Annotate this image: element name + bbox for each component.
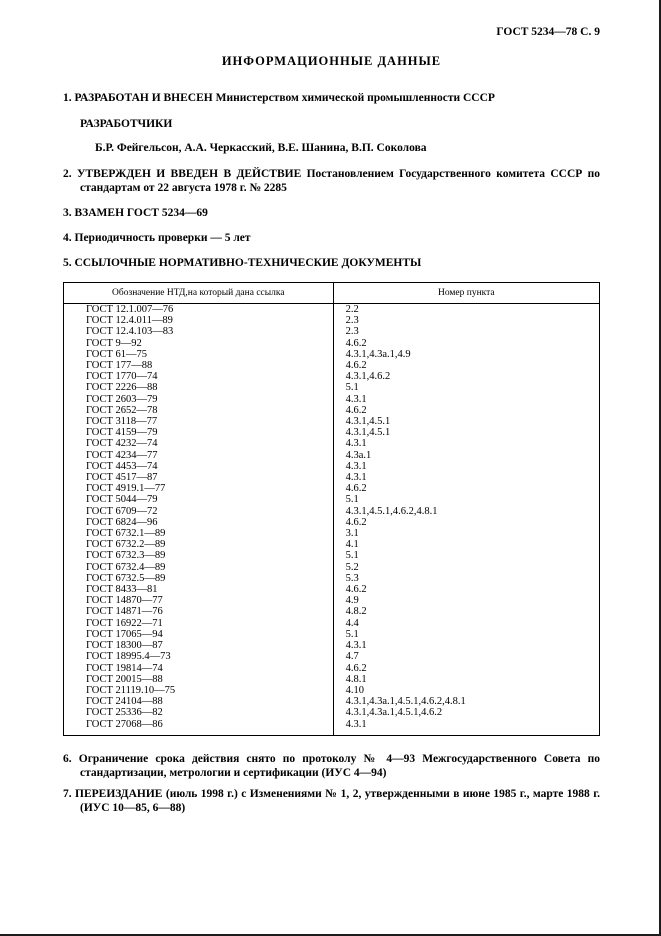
ntd-designation-cell: ГОСТ 6732.5—89 <box>64 573 334 584</box>
punkt-number-cell: 4.6.2 <box>345 404 367 416</box>
punkt-number-cell: 4.10 <box>345 684 364 696</box>
item-2-number: 2. <box>63 168 72 180</box>
punkt-number-cell: 4.3.1 <box>345 472 367 484</box>
reference-table-header <box>64 283 600 304</box>
table-row <box>64 651 600 662</box>
punkt-number-cell: 5.1 <box>345 550 359 562</box>
table-row <box>64 338 600 349</box>
ntd-designation-cell: ГОСТ 8433—81 <box>64 584 334 595</box>
punkt-number-cell: 4.3.1 <box>345 393 367 405</box>
table-row <box>64 315 600 326</box>
ntd-designation-cell: ГОСТ 20015—88 <box>64 674 334 685</box>
ntd-designation-cell: ГОСТ 4453—74 <box>64 461 334 472</box>
table-row <box>64 584 600 595</box>
punkt-number-cell: 4.9 <box>345 595 359 607</box>
item-7-number: 7. <box>63 787 72 800</box>
ntd-designation-cell: ГОСТ 6824—96 <box>64 517 334 528</box>
ntd-designation-cell: ГОСТ 14870—77 <box>64 595 334 606</box>
ntd-designation-cell: ГОСТ 12.4.103—83 <box>64 326 334 337</box>
table-row <box>64 394 600 405</box>
ntd-designation-cell: ГОСТ 18995.4—73 <box>64 651 334 662</box>
table-col2-header: Номер пункта <box>333 283 599 304</box>
ntd-designation-cell: ГОСТ 3118—77 <box>64 416 334 427</box>
item-3-number: 3. <box>63 207 72 219</box>
punkt-number-cell: 5.2 <box>345 561 359 573</box>
item-4-number: 4. <box>63 232 72 244</box>
punkt-number-cell: 4.7 <box>345 651 359 663</box>
table-row <box>64 595 600 606</box>
table-row <box>64 472 600 483</box>
table-row <box>64 371 600 382</box>
punkt-number-cell: 4.6.2 <box>345 584 367 596</box>
punkt-number-cell: 4.6.2 <box>345 516 367 528</box>
ntd-designation-cell: ГОСТ 5044—79 <box>64 494 334 505</box>
table-row <box>64 461 600 472</box>
ntd-designation-cell: ГОСТ 12.4.011—89 <box>64 315 334 326</box>
table-row <box>64 663 600 674</box>
item-3-text: ВЗАМЕН ГОСТ 5234—69 <box>74 207 208 219</box>
ntd-designation-cell: ГОСТ 21119.10—75 <box>64 685 334 696</box>
reference-table <box>63 282 600 736</box>
item-4-text: Периодичность проверки — 5 лет <box>74 232 251 244</box>
ntd-designation-cell: ГОСТ 4517—87 <box>64 472 334 483</box>
table-col1-header: Обозначение НТД,на который дана ссылка <box>64 283 334 304</box>
punkt-number-cell: 4.3.1,4.5.1,4.6.2,4.8.1 <box>345 505 438 517</box>
punkt-number-cell: 4.3.1 <box>345 460 367 472</box>
item-6-number: 6. <box>63 752 72 765</box>
item-7 <box>63 787 600 815</box>
item-5-text: ССЫЛОЧНЫЕ НОРМАТИВНО-ТЕХНИЧЕСКИЕ ДОКУМЕНТЫ <box>74 257 422 269</box>
table-row <box>64 539 600 550</box>
punkt-number-cell: 4.6.2 <box>345 360 367 372</box>
page-title: ИНФОРМАЦИОННЫЕ ДАННЫЕ <box>221 54 442 68</box>
table-row <box>64 696 600 707</box>
ntd-designation-cell: ГОСТ 2603—79 <box>64 394 334 405</box>
item-2-text: УТВЕРЖДЕН И ВВЕДЕН В ДЕЙСТВИЕ Постановлением Государственного комитета СССР по стандартам от 22 августа 1978 г. № 2285 <box>76 168 600 194</box>
punkt-number-cell: 5.1 <box>345 628 359 640</box>
ntd-designation-cell: ГОСТ 177—88 <box>64 360 334 371</box>
ntd-designation-cell: ГОСТ 14871—76 <box>64 606 334 617</box>
punkt-number-cell: 3.1 <box>345 528 359 540</box>
ntd-designation-cell: ГОСТ 4232—74 <box>64 438 334 449</box>
punkt-number-cell: 4.6.2 <box>345 662 367 674</box>
table-row <box>64 517 600 528</box>
ntd-designation-cell: ГОСТ 4159—79 <box>64 427 334 438</box>
punkt-number-cell: 4.1 <box>345 539 359 551</box>
table-row <box>64 618 600 629</box>
punkt-number-cell: 4.3.1 <box>345 438 367 450</box>
table-row <box>64 528 600 539</box>
ntd-designation-cell: ГОСТ 25336—82 <box>64 707 334 718</box>
ntd-designation-cell: ГОСТ 9—92 <box>64 338 334 349</box>
ntd-designation-cell: ГОСТ 4919.1—77 <box>64 483 334 494</box>
punkt-number-cell: 4.3.1,4.6.2 <box>345 371 391 383</box>
ntd-designation-cell: ГОСТ 2652—78 <box>64 405 334 416</box>
table-row <box>64 416 600 427</box>
table-row <box>64 326 600 337</box>
table-row <box>64 349 600 360</box>
ntd-designation-cell: ГОСТ 6732.4—89 <box>64 562 334 573</box>
table-row <box>64 550 600 561</box>
punkt-number-cell: 5.1 <box>345 494 359 506</box>
table-row <box>64 438 600 449</box>
ntd-designation-cell: ГОСТ 6732.3—89 <box>64 550 334 561</box>
ntd-designation-cell: ГОСТ 18300—87 <box>64 640 334 651</box>
item-1-text: РАЗРАБОТАН И ВНЕСЕН Министерством химической промышленности СССР <box>74 92 495 104</box>
ntd-designation-cell: ГОСТ 19814—74 <box>64 663 334 674</box>
punkt-number-cell: 4.3.1 <box>345 718 367 730</box>
ntd-designation-cell: ГОСТ 6732.2—89 <box>64 539 334 550</box>
punkt-number-cell: 4.4 <box>345 617 359 629</box>
item-6 <box>63 752 600 780</box>
ntd-designation-cell: ГОСТ 27068—86 <box>64 719 334 736</box>
table-row <box>64 483 600 494</box>
punkt-number-cell: 4.3а.1 <box>345 449 372 461</box>
table-row <box>64 494 600 505</box>
table-row <box>64 707 600 718</box>
punkt-number-cell: 2.2 <box>345 304 359 315</box>
developers-names: Б.Р. Фейгельсон, А.А. Черкасский, В.Е. Шанина, В.П. Соколова <box>95 142 427 154</box>
punkt-number-cell: 4.6.2 <box>345 483 367 495</box>
punkt-number-cell: 4.3.1,4.5.1 <box>345 427 391 439</box>
developers-heading: РАЗРАБОТЧИКИ <box>80 118 173 130</box>
item-3 <box>63 206 600 220</box>
punkt-number-cell: 4.3.1,4.3а.1,4.9 <box>345 348 411 360</box>
ntd-designation-cell: ГОСТ 17065—94 <box>64 629 334 640</box>
table-row <box>64 629 600 640</box>
punkt-number-cell: 4.8.1 <box>345 673 367 685</box>
item-1 <box>63 91 600 105</box>
item-2 <box>63 167 600 195</box>
punkt-number-cell: 4.3.1,4.3а.1,4.5.1,4.6.2 <box>345 707 443 719</box>
table-row <box>64 719 600 736</box>
item-1-number: 1. <box>63 92 72 104</box>
table-row <box>64 685 600 696</box>
doc-reference: ГОСТ 5234—78 С. 9 <box>496 26 600 38</box>
item-7-text: ПЕРЕИЗДАНИЕ (июль 1998 г.) с Изменениями № 1, 2, утвержденными в июне 1985 г., марте 1988 г. (ИУС 10—85, 6—88) <box>75 787 601 814</box>
table-row <box>64 573 600 584</box>
table-row <box>64 562 600 573</box>
table-row <box>64 382 600 393</box>
ntd-designation-cell: ГОСТ 16922—71 <box>64 618 334 629</box>
table-row <box>64 360 600 371</box>
punkt-number-cell: 4.6.2 <box>345 337 367 349</box>
ntd-designation-cell: ГОСТ 12.1.007—76 <box>64 304 334 316</box>
item-6-text: Ограничение срока действия снято по протоколу № 4—93 Межгосударственного Совета по стандартизации, метрологии и сертификации (ИУС 4—94) <box>78 752 601 779</box>
table-row <box>64 405 600 416</box>
ntd-designation-cell: ГОСТ 1770—74 <box>64 371 334 382</box>
punkt-number-cell: 2.3 <box>345 326 359 338</box>
item-5-number: 5. <box>63 257 72 269</box>
punkt-number-cell: 5.3 <box>345 572 359 584</box>
item-5 <box>63 256 600 270</box>
table-row <box>64 427 600 438</box>
ntd-designation-cell: ГОСТ 6709—72 <box>64 506 334 517</box>
punkt-number-cell: 4.8.2 <box>345 606 367 618</box>
table-row <box>64 640 600 651</box>
punkt-number-cell: 2.3 <box>345 315 359 327</box>
ntd-designation-cell: ГОСТ 2226—88 <box>64 382 334 393</box>
ntd-designation-cell: ГОСТ 6732.1—89 <box>64 528 334 539</box>
table-row <box>64 450 600 461</box>
table-row <box>64 674 600 685</box>
punkt-number-cell: 4.3.1 <box>345 640 367 652</box>
reference-table-body <box>64 304 600 736</box>
table-row <box>64 304 600 316</box>
ntd-designation-cell: ГОСТ 4234—77 <box>64 450 334 461</box>
ntd-designation-cell: ГОСТ 61—75 <box>64 349 334 360</box>
punkt-number-cell: 5.1 <box>345 382 359 394</box>
item-4 <box>63 231 600 245</box>
table-row <box>64 506 600 517</box>
punkt-number-cell: 4.3.1,4.5.1 <box>345 416 391 428</box>
punkt-number-cell: 4.3.1,4.3а.1,4.5.1,4.6.2,4.8.1 <box>345 696 466 708</box>
ntd-designation-cell: ГОСТ 24104—88 <box>64 696 334 707</box>
table-row <box>64 606 600 617</box>
table-header-row <box>64 283 600 304</box>
